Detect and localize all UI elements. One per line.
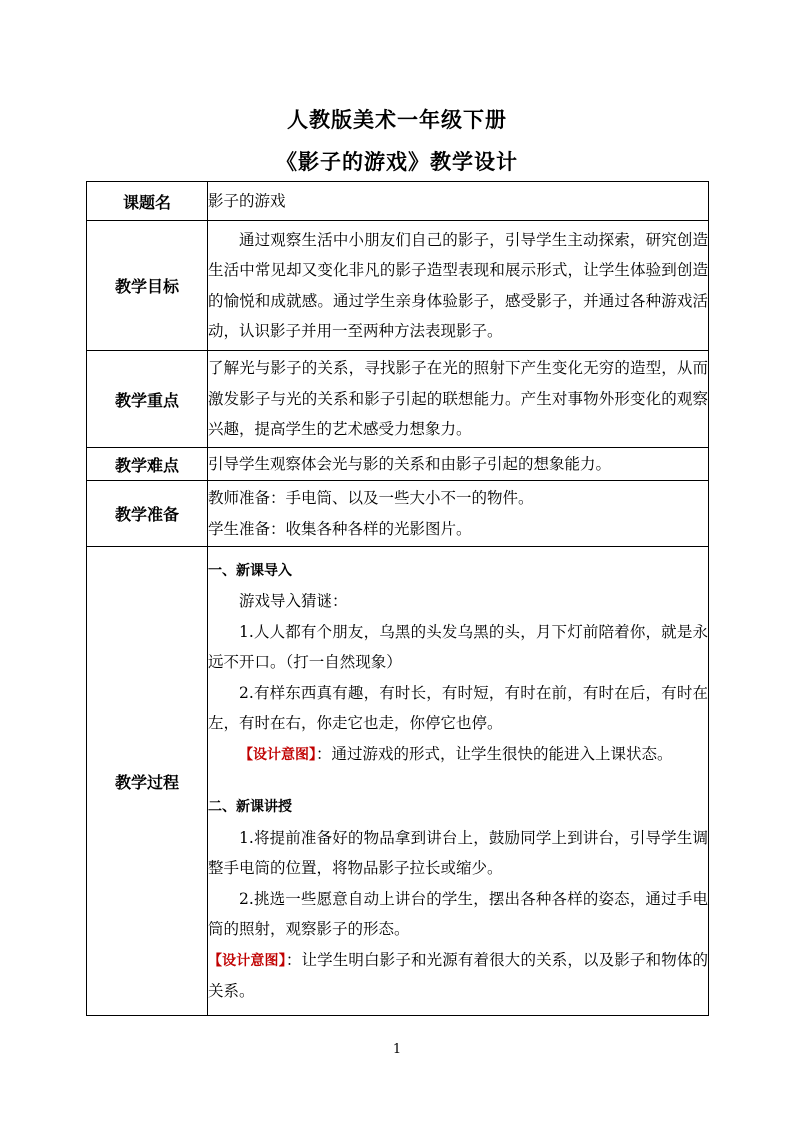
table-row-prep [87, 481, 709, 547]
section2-item1: 1.将提前准备好的物品拿到讲台上，鼓励同学上到讲台，引导学生调整手电筒的位置，将物品影子拉长或缩少。 [208, 828, 708, 877]
intent-label: 【设计意图】 [208, 952, 286, 969]
row-value-topic: 影子的游戏 [208, 182, 709, 221]
row-value-goal: 通过观察生活中小朋友们自己的影子，引导学生主动探索，研究创造生活中常见却又变化非凡的影子造型表现和展示形式，让学生体验到创造的愉悦和成就感。通过学生亲身体验影子，感受影子，并通过各种游戏活动，认识影子并用一至两种方法表现影子。 [208, 221, 709, 351]
row-value-difficulty: 引导学生观察体会光与影的关系和由影子引起的想象能力。 [208, 448, 709, 481]
section-spacer [208, 770, 708, 792]
section1-heading: 一、新课导入 [208, 562, 292, 579]
intent-label: 【设计意图】 [239, 746, 316, 763]
row-label-key: 教学重点 [87, 351, 208, 448]
intent-text: ：让学生明白影子和光源有着很大的关系，以及影子和物体的关系。 [208, 950, 708, 1000]
row-value-prep [208, 481, 709, 547]
row-value-key: 了解光与影子的关系，寻找影子在光的照射下产生变化无穷的造型，从而激发影子与光的关系和影子引起的联想能力。产生对事物外形变化的观察兴趣，提高学生的艺术感受力想象力。 [208, 351, 709, 448]
section2-item2: 2.挑选一些愿意自动上讲台的学生，摆出各种各样的姿态，通过手电筒的照射，观察影子的形态。 [208, 889, 708, 938]
intent-text: ：通过游戏的形式，让学生很快的能进入上课状态。 [316, 744, 673, 763]
row-label-prep: 教学准备 [87, 481, 208, 547]
page-number: 1 [392, 1042, 402, 1057]
section1-intro: 游戏导入猜谜： [239, 592, 348, 610]
row-label-goal: 教学目标 [87, 221, 208, 351]
prep-teacher: 教师准备：手电筒、以及一些大小不一的物件。 [208, 489, 534, 507]
table-row-goal [87, 221, 709, 351]
section2-intent [208, 945, 708, 1007]
section1-item2: 2.有样东西真有趣，有时长，有时短，有时在前，有时在后，有时在左，有时在右，你走它也走，你停它也停。 [208, 683, 708, 732]
lesson-plan-table [86, 181, 709, 1016]
row-label-topic: 课题名 [87, 182, 208, 221]
table-row-difficulty [87, 448, 709, 481]
document-subtitle: 《影子的游戏》教学设计 [276, 149, 518, 174]
table-row-topic [87, 182, 709, 221]
section1-item1: 1.人人都有个朋友，乌黑的头发乌黑的头，月下灯前陪着你，就是永远不开口。（打一自然现象） [208, 622, 708, 671]
document-title: 人教版美术一年级下册 [287, 107, 507, 132]
row-value-process [208, 547, 709, 1016]
prep-student: 学生准备：收集各种各样的光影图片。 [208, 519, 472, 538]
row-label-process: 教学过程 [87, 547, 208, 1016]
table-row-process [87, 547, 709, 1016]
row-label-difficulty: 教学难点 [87, 448, 208, 481]
table-row-key [87, 351, 709, 448]
section1-intent [208, 739, 708, 771]
section2-heading: 二、新课讲授 [208, 799, 292, 815]
